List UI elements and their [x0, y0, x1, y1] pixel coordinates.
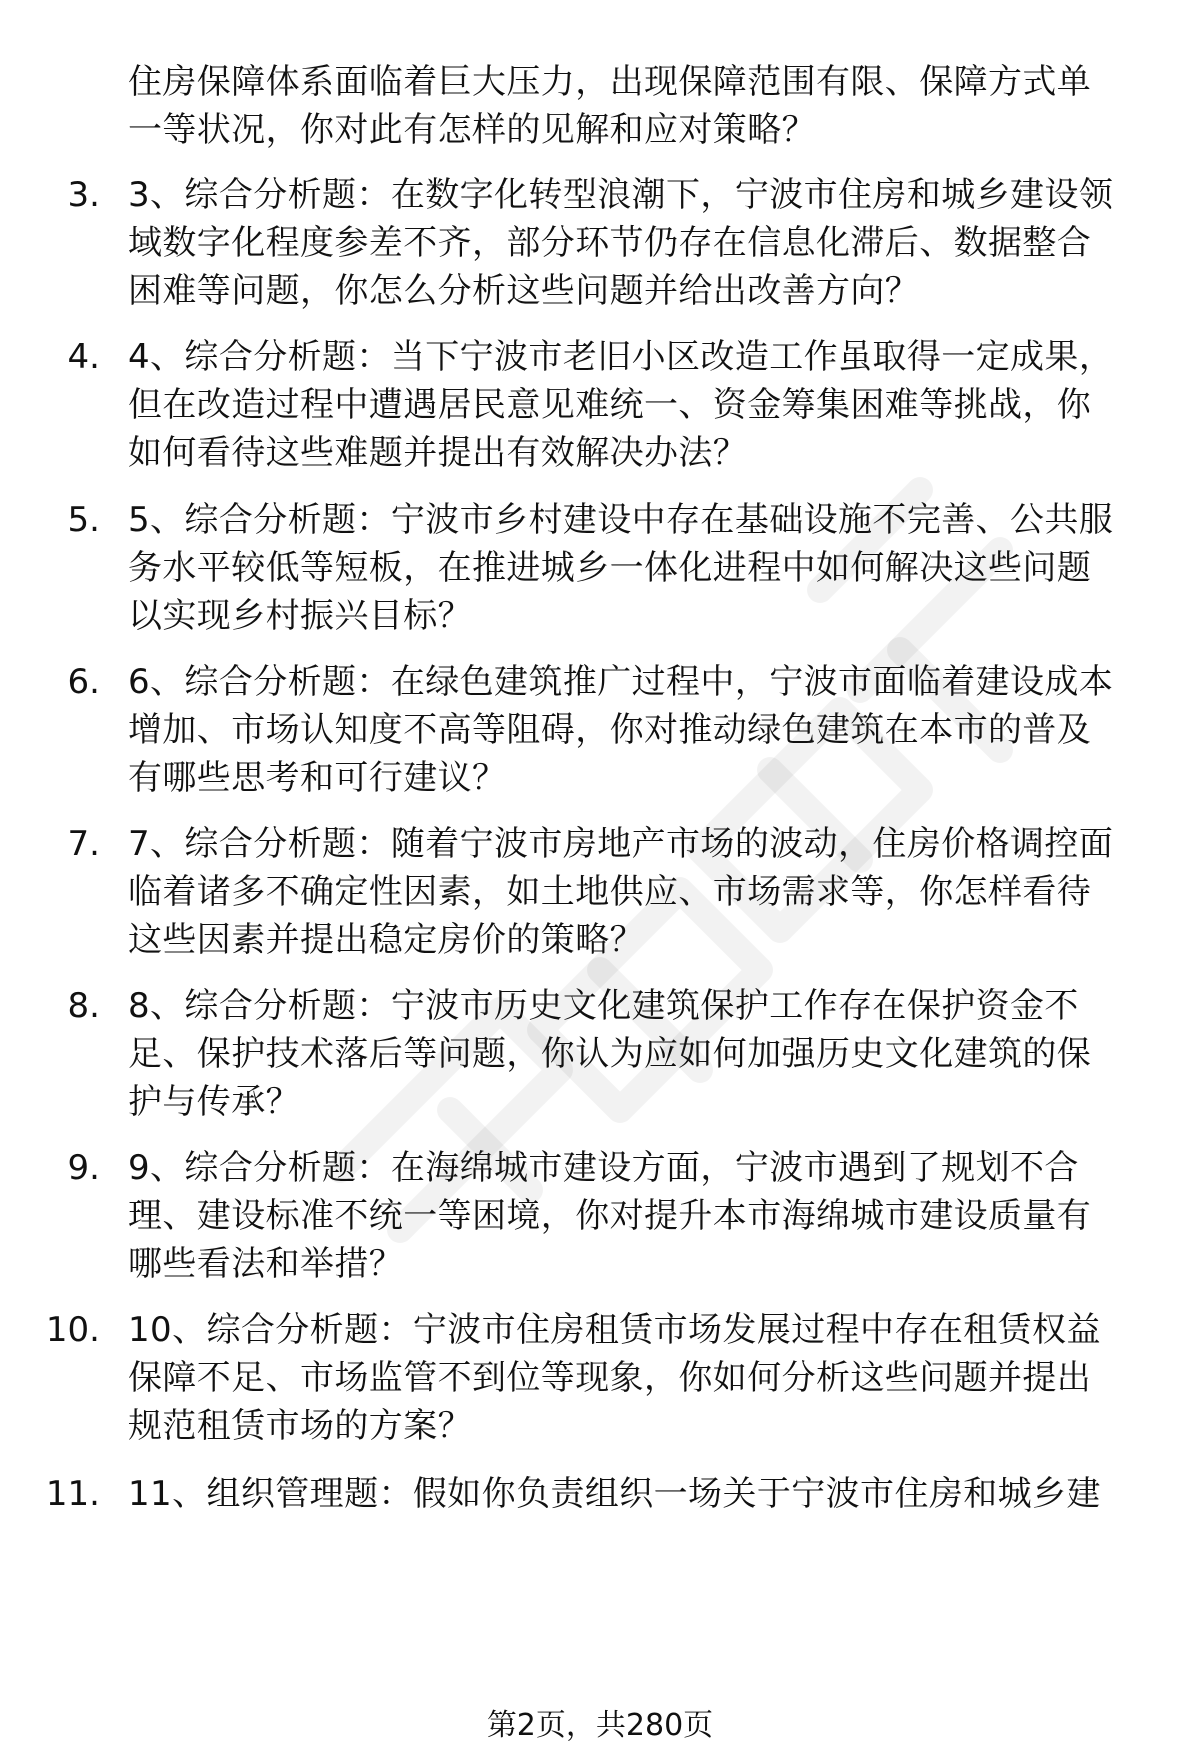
- list-item-line: 保障不足、市场监管不到位等现象，你如何分析这些问题并提出: [128, 1358, 1092, 1398]
- list-item-line: 哪些看法和举措？: [128, 1244, 404, 1284]
- list-item-number: 5.: [67, 500, 100, 540]
- list-item-line: 6、综合分析题：在绿色建筑推广过程中，宁波市面临着建设成本: [128, 662, 1114, 702]
- list-item-line: 以实现乡村振兴目标？: [128, 596, 472, 636]
- list-item-line: 5、综合分析题：宁波市乡村建设中存在基础设施不完善、公共服: [128, 500, 1114, 540]
- list-item-line: 护与传承？: [128, 1082, 300, 1122]
- list-item-line: 11、组织管理题：假如你负责组织一场关于宁波市住房和城乡建: [128, 1474, 1101, 1514]
- list-item-line: 4、综合分析题：当下宁波市老旧小区改造工作虽取得一定成果，: [128, 337, 1114, 377]
- intro-line: 一等状况，你对此有怎样的见解和应对策略？: [128, 110, 816, 150]
- list-item-number: 7.: [67, 824, 100, 864]
- list-item-line: 困难等问题，你怎么分析这些问题并给出改善方向？: [128, 271, 920, 311]
- list-item-line: 8、综合分析题：宁波市历史文化建筑保护工作存在保护资金不: [128, 986, 1079, 1026]
- list-item-line: 10、综合分析题：宁波市住房租赁市场发展过程中存在租赁权益: [128, 1310, 1101, 1350]
- list-item-number: 9.: [67, 1148, 100, 1188]
- list-item-number: 11.: [45, 1474, 100, 1514]
- list-item-line: 足、保护技术落后等问题，你认为应如何加强历史文化建筑的保: [128, 1034, 1092, 1074]
- intro-line: 住房保障体系面临着巨大压力，出现保障范围有限、保障方式单: [128, 62, 1092, 102]
- list-item-line: 7、综合分析题：随着宁波市房地产市场的波动，住房价格调控面: [128, 824, 1114, 864]
- list-item-line: 临着诸多不确定性因素，如土地供应、市场需求等，你怎样看待: [128, 872, 1092, 912]
- list-item-number: 10.: [45, 1310, 100, 1350]
- list-item-line: 务水平较低等短板，在推进城乡一体化进程中如何解决这些问题: [128, 548, 1092, 588]
- list-item-line: 如何看待这些难题并提出有效解决办法？: [128, 433, 748, 473]
- list-item-line: 域数字化程度参差不齐，部分环节仍存在信息化滞后、数据整合: [128, 223, 1092, 263]
- list-item-line: 9、综合分析题：在海绵城市建设方面，宁波市遇到了规划不合: [128, 1148, 1079, 1188]
- list-item-line: 理、建设标准不统一等困境，你对提升本市海绵城市建设质量有: [128, 1196, 1092, 1236]
- list-item-line: 有哪些思考和可行建议？: [128, 758, 507, 798]
- list-item-line: 3、综合分析题：在数字化转型浪潮下，宁波市住房和城乡建设领: [128, 175, 1114, 215]
- list-item-number: 6.: [67, 662, 100, 702]
- list-item-number: 4.: [67, 337, 100, 377]
- list-item-line: 增加、市场认知度不高等阻碍，你对推动绿色建筑在本市的普及: [128, 710, 1092, 750]
- list-item-line: 但在改造过程中遭遇居民意见难统一、资金筹集困难等挑战，你: [128, 385, 1092, 425]
- list-item-number: 8.: [67, 986, 100, 1026]
- list-item-number: 3.: [67, 175, 100, 215]
- list-item-line: 规范租赁市场的方案？: [128, 1406, 472, 1446]
- list-item-line: 这些因素并提出稳定房价的策略？: [128, 920, 644, 960]
- page-number-footer: 第2页，共280页: [486, 1708, 714, 1743]
